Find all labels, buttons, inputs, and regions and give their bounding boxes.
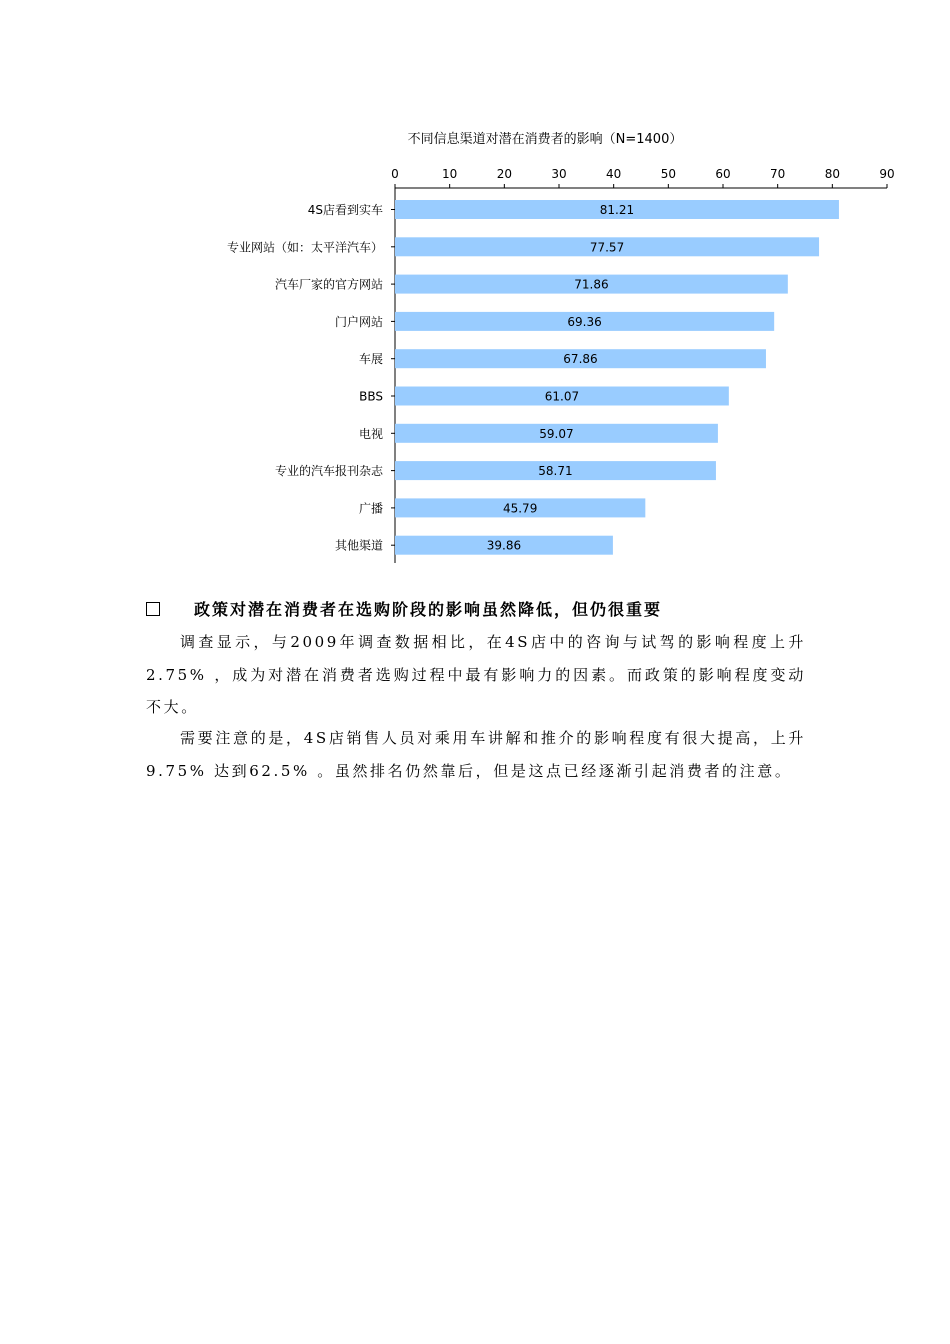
x-tick-label: 50 bbox=[660, 167, 676, 181]
bar-value-label: 69.36 bbox=[567, 314, 602, 329]
chart-title: 不同信息渠道对潜在消费者的影响（N=1400） bbox=[407, 132, 683, 147]
x-tick-label: 40 bbox=[606, 167, 622, 181]
heading-text: 政策对潜在消费者在选购阶段的影响虽然降低，但仍很重要 bbox=[194, 600, 663, 619]
category-label: 其他渠道 bbox=[334, 538, 383, 553]
bar-value-label: 61.07 bbox=[544, 389, 580, 404]
category-label: 专业网站（如：太平洋汽车） bbox=[226, 240, 383, 255]
category-label: 广播 bbox=[358, 501, 383, 516]
x-tick-label: 60 bbox=[715, 167, 731, 181]
category-label: 门户网站 bbox=[334, 314, 383, 329]
category-label: 专业的汽车报刊杂志 bbox=[274, 464, 383, 479]
x-tick-label: 80 bbox=[824, 167, 840, 181]
checkbox-icon bbox=[146, 602, 160, 616]
category-label: BBS bbox=[359, 389, 383, 404]
x-tick-label: 70 bbox=[770, 167, 786, 181]
bar-value-label: 67.86 bbox=[563, 352, 598, 367]
x-tick-label: 90 bbox=[879, 167, 895, 181]
category-label: 4S店看到实车 bbox=[307, 203, 383, 217]
bars bbox=[395, 200, 839, 555]
bar-value-label: 77.57 bbox=[589, 240, 625, 255]
paragraph-2: 需要注意的是，4S店销售人员对乘用车讲解和推介的影响程度有很大提高，上升9.75% 达到62.5% 。虽然排名仍然靠后，但是这点已经逐渐引起消费者的注意。 bbox=[146, 729, 806, 780]
bar-value-label: 71.86 bbox=[574, 277, 609, 292]
x-tick-label: 0 bbox=[391, 167, 399, 181]
bar-value-label: 59.07 bbox=[539, 426, 574, 441]
bar-value-label: 45.79 bbox=[502, 501, 538, 516]
section-heading bbox=[146, 598, 806, 622]
x-tick-label: 30 bbox=[551, 167, 567, 181]
category-label: 电视 bbox=[358, 426, 383, 441]
bar-value-label: 39.86 bbox=[486, 538, 522, 553]
paragraph-1: 调查显示，与2009年调查数据相比，在4S店中的咨询与试驾的影响程度上升2.75% ，成为对潜在消费者选购过程中最有影响力的因素。而政策的影响程度变动不大。 bbox=[146, 633, 806, 716]
category-label: 车展 bbox=[358, 352, 383, 367]
bar-chart bbox=[0, 0, 950, 600]
bar-value-label: 81.21 bbox=[599, 203, 635, 217]
x-tick-label: 10 bbox=[442, 167, 458, 181]
bar-value-label: 58.71 bbox=[538, 464, 573, 479]
x-tick-label: 20 bbox=[496, 167, 512, 181]
category-label: 汽车厂家的官方网站 bbox=[274, 277, 383, 292]
